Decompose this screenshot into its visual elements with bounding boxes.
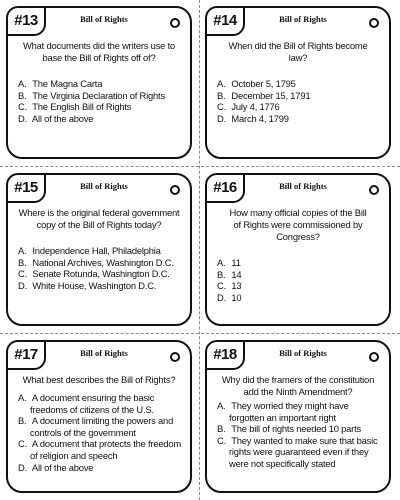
option-letter: B. [217,423,226,435]
card-question: Where is the original federal government copy of the Bill of Rights today? [18,207,180,230]
answer-options [217,78,383,124]
option-letter: A. [217,400,226,411]
answer-option [18,438,184,461]
option-letter: C. [18,101,27,113]
task-card [205,173,391,326]
option-letter: A. [18,78,27,89]
ring-hole-icon [369,185,379,195]
ring-hole-icon [170,18,180,28]
option-text: A document ensuring the basic freedoms of citizens of the U.S. [30,392,155,415]
card-question: Why did the framers of the constitution add the Ninth Amendment? [221,374,375,397]
option-text: 11 [231,257,241,268]
option-letter: A. [217,257,226,268]
answer-option [18,415,184,438]
option-letter: B. [18,256,27,268]
option-letter: D. [217,112,226,124]
option-letter: D. [18,279,27,291]
option-text: The Virginia Declaration of Rights [32,89,165,101]
option-letter: D. [217,291,226,303]
task-card [205,340,391,493]
answer-option [217,292,383,304]
option-text: 14 [231,268,242,280]
option-letter: D. [18,112,27,124]
option-letter: B. [217,268,226,280]
option-text: Independence Hall, Philadelphia [32,245,161,256]
answer-option [18,392,184,415]
card-number: #17 [6,340,46,370]
option-text: The English Bill of Rights [32,101,132,113]
card-header: Bill of Rights [279,348,327,358]
answer-option [217,90,383,102]
option-text: The bill of rights needed 10 parts [231,423,361,435]
option-text: July 4, 1776 [231,101,280,113]
option-letter: D. [18,461,27,473]
answer-option [18,257,184,269]
answer-options [18,392,184,473]
option-letter: B. [18,89,27,101]
option-letter: C. [18,438,27,450]
option-text: 10 [231,291,242,303]
answer-option [18,113,184,125]
answer-options [18,245,184,291]
option-letter: C. [18,268,27,280]
answer-option [18,280,184,292]
answer-option [217,269,383,281]
card-question: When did the Bill of Rights become law? [228,40,368,63]
option-text: December 15, 1791 [231,89,311,101]
option-text: A document that protects the freedom of religion and speech [30,438,182,461]
option-text: The Magna Carta [32,78,103,89]
vertical-cut-line [199,0,200,500]
task-card [6,6,192,159]
answer-option [217,101,383,113]
answer-option [18,101,184,113]
task-card [6,340,192,493]
option-text: March 4, 1799 [231,112,289,124]
option-text: October 5, 1795 [231,78,296,89]
answer-option [18,268,184,280]
answer-option [18,462,184,474]
card-number: #18 [205,340,245,370]
card-header: Bill of Rights [80,348,128,358]
answer-options [217,400,383,470]
option-text: National Archives, Washington D.C. [32,256,174,268]
option-letter: A. [18,392,27,403]
card-number: #16 [205,173,245,203]
task-card [6,173,192,326]
option-text: All of the above [31,112,94,124]
card-header: Bill of Rights [80,181,128,191]
card-question: What best describes the Bill of Rights? [22,374,176,385]
card-number: #13 [6,6,46,36]
card-header: Bill of Rights [279,14,327,24]
option-text: 13 [231,280,242,292]
option-letter: A. [18,245,27,256]
ring-hole-icon [170,352,180,362]
answer-option [18,90,184,102]
option-text: Senate Rotunda, Washington D.C. [32,268,170,280]
option-letter: B. [217,89,226,101]
horizontal-cut-line [0,333,400,334]
option-text: They worried they might have forgotten an important right [229,400,349,423]
option-text: White House, Washington D.C. [32,279,157,291]
option-letter: A. [217,78,226,89]
card-question: What documents did the writers use to base the Bill of Rights off of? [22,40,176,63]
option-text: All of the above [31,461,94,473]
option-letter: C. [217,280,226,292]
answer-option [217,113,383,125]
option-text: A document limiting the powers and controls of the government [30,415,174,438]
card-question: How many official copies of the Bill of Rights were commissioned by Congress? [229,207,367,242]
card-header: Bill of Rights [279,181,327,191]
option-letter: C. [217,101,226,113]
answer-option [217,435,383,470]
card-number: #15 [6,173,46,203]
answer-option [217,400,383,423]
horizontal-cut-line [0,166,400,167]
task-card [205,6,391,159]
card-number: #14 [205,6,245,36]
option-text: They wanted to make sure that basic rights were guaranteed even if they were not specifically stated [229,434,378,469]
ring-hole-icon [369,18,379,28]
answer-option [217,257,383,269]
option-letter: B. [18,415,27,427]
answer-option [18,78,184,90]
ring-hole-icon [369,352,379,362]
answer-option [18,245,184,257]
option-letter: C. [217,434,226,446]
answer-option [217,280,383,292]
ring-hole-icon [170,185,180,195]
answer-option [217,78,383,90]
answer-option [217,423,383,435]
answer-options [217,257,383,303]
card-header: Bill of Rights [80,14,128,24]
answer-options [18,78,184,124]
